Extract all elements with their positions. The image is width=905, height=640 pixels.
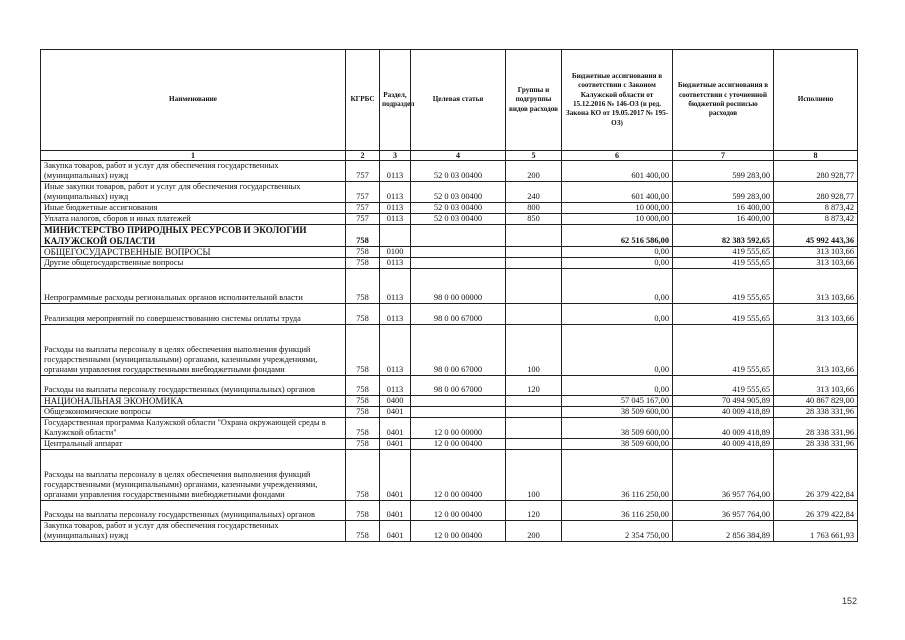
cell-executed: 313 103,66 bbox=[774, 376, 858, 396]
cell-budget: 36 116 250,00 bbox=[562, 501, 673, 521]
cell-kgrbs: 758 bbox=[346, 258, 380, 269]
cell-executed: 313 103,66 bbox=[774, 247, 858, 258]
cell-budget: 0,00 bbox=[562, 304, 673, 325]
table-row bbox=[41, 376, 858, 396]
cell-refined: 36 957 764,00 bbox=[673, 501, 774, 521]
cell-group: 200 bbox=[506, 521, 562, 542]
cell-target: 52 0 03 00400 bbox=[411, 203, 506, 214]
cell-executed: 280 928,77 bbox=[774, 161, 858, 182]
cell-section: 0401 bbox=[380, 450, 411, 501]
cell-name: Иные закупки товаров, работ и услуг для обеспечения государственных (муниципальных) нужд bbox=[41, 182, 346, 203]
cell-section: 0113 bbox=[380, 325, 411, 376]
cell-kgrbs: 758 bbox=[346, 439, 380, 450]
cell-group bbox=[506, 247, 562, 258]
cell-section: 0113 bbox=[380, 376, 411, 396]
cell-refined: 82 383 592,65 bbox=[673, 225, 774, 247]
header-row bbox=[41, 50, 858, 151]
cell-refined: 419 555,65 bbox=[673, 376, 774, 396]
cell-section: 0113 bbox=[380, 304, 411, 325]
cell-kgrbs: 758 bbox=[346, 501, 380, 521]
cell-group bbox=[506, 407, 562, 418]
cell-refined: 2 856 384,89 bbox=[673, 521, 774, 542]
column-number: 8 bbox=[774, 151, 858, 161]
cell-kgrbs: 758 bbox=[346, 418, 380, 439]
table-row bbox=[41, 304, 858, 325]
table-row bbox=[41, 258, 858, 269]
header-budget: Бюджетные ассигнования в соответствии с Законом Калужской области от 15.12.2016 № 146-ОЗ (в ред. Закона КО от 19.05.2017 № 195-ОЗ) bbox=[562, 50, 673, 151]
cell-group: 850 bbox=[506, 214, 562, 225]
cell-group: 800 bbox=[506, 203, 562, 214]
cell-section: 0113 bbox=[380, 214, 411, 225]
cell-refined: 70 494 905,89 bbox=[673, 396, 774, 407]
cell-section: 0401 bbox=[380, 501, 411, 521]
cell-budget: 62 516 586,00 bbox=[562, 225, 673, 247]
cell-kgrbs: 758 bbox=[346, 304, 380, 325]
cell-refined: 40 009 418,89 bbox=[673, 407, 774, 418]
cell-target: 12 0 00 00400 bbox=[411, 450, 506, 501]
cell-section bbox=[380, 225, 411, 247]
cell-refined: 40 009 418,89 bbox=[673, 418, 774, 439]
cell-target bbox=[411, 258, 506, 269]
cell-group bbox=[506, 269, 562, 304]
cell-group bbox=[506, 396, 562, 407]
cell-executed: 26 379 422,84 bbox=[774, 450, 858, 501]
cell-executed: 280 928,77 bbox=[774, 182, 858, 203]
cell-target bbox=[411, 407, 506, 418]
cell-executed: 8 873,42 bbox=[774, 203, 858, 214]
cell-kgrbs: 758 bbox=[346, 376, 380, 396]
table-row bbox=[41, 396, 858, 407]
cell-section: 0401 bbox=[380, 418, 411, 439]
cell-executed: 26 379 422,84 bbox=[774, 501, 858, 521]
cell-name: Расходы на выплаты персоналу в целях обеспечения выполнения функций государственными (муниципальными) органами, казенными учреждениями, органами управления государственными внебюджетными фондами bbox=[41, 325, 346, 376]
cell-refined: 40 009 418,89 bbox=[673, 439, 774, 450]
cell-section: 0113 bbox=[380, 182, 411, 203]
cell-name: Уплата налогов, сборов и иных платежей bbox=[41, 214, 346, 225]
cell-kgrbs: 758 bbox=[346, 225, 380, 247]
cell-name: Общеэкономические вопросы bbox=[41, 407, 346, 418]
table-row bbox=[41, 214, 858, 225]
cell-budget: 601 400,00 bbox=[562, 182, 673, 203]
cell-budget: 38 509 600,00 bbox=[562, 407, 673, 418]
table-row bbox=[41, 450, 858, 501]
table-row bbox=[41, 439, 858, 450]
cell-budget: 57 045 167,00 bbox=[562, 396, 673, 407]
cell-group bbox=[506, 258, 562, 269]
cell-target bbox=[411, 396, 506, 407]
cell-refined: 419 555,65 bbox=[673, 258, 774, 269]
cell-executed: 1 763 661,93 bbox=[774, 521, 858, 542]
cell-name: Государственная программа Калужской области "Охрана окружающей среды в Калужской области" bbox=[41, 418, 346, 439]
cell-kgrbs: 758 bbox=[346, 407, 380, 418]
cell-budget: 0,00 bbox=[562, 269, 673, 304]
header-refined: Бюджетные ассигнования в соответствии с уточненной бюджетной росписью расходов bbox=[673, 50, 774, 151]
cell-name: Другие общегосударственные вопросы bbox=[41, 258, 346, 269]
cell-budget: 0,00 bbox=[562, 325, 673, 376]
cell-budget: 2 354 750,00 bbox=[562, 521, 673, 542]
cell-target: 12 0 00 00400 bbox=[411, 521, 506, 542]
cell-group: 120 bbox=[506, 376, 562, 396]
cell-name: Реализация мероприятий по совершенствованию системы оплаты труда bbox=[41, 304, 346, 325]
cell-group bbox=[506, 439, 562, 450]
cell-name: Центральный аппарат bbox=[41, 439, 346, 450]
cell-budget: 0,00 bbox=[562, 376, 673, 396]
cell-group: 100 bbox=[506, 450, 562, 501]
cell-name: Иные бюджетные ассигнования bbox=[41, 203, 346, 214]
cell-executed: 28 338 331,96 bbox=[774, 439, 858, 450]
cell-refined: 599 283,00 bbox=[673, 182, 774, 203]
budget-report-sheet bbox=[40, 49, 857, 542]
cell-target: 98 0 00 67000 bbox=[411, 376, 506, 396]
cell-target: 52 0 03 00400 bbox=[411, 182, 506, 203]
column-number: 5 bbox=[506, 151, 562, 161]
cell-section: 0400 bbox=[380, 396, 411, 407]
cell-refined: 36 957 764,00 bbox=[673, 450, 774, 501]
table-row bbox=[41, 161, 858, 182]
table-row bbox=[41, 325, 858, 376]
cell-budget: 10 000,00 bbox=[562, 203, 673, 214]
cell-budget: 0,00 bbox=[562, 258, 673, 269]
table-row bbox=[41, 418, 858, 439]
cell-group bbox=[506, 418, 562, 439]
cell-group bbox=[506, 225, 562, 247]
cell-kgrbs: 757 bbox=[346, 214, 380, 225]
cell-target: 12 0 00 00400 bbox=[411, 501, 506, 521]
cell-executed: 313 103,66 bbox=[774, 304, 858, 325]
cell-executed: 8 873,42 bbox=[774, 214, 858, 225]
table-row bbox=[41, 225, 858, 247]
cell-executed: 28 338 331,96 bbox=[774, 407, 858, 418]
cell-target bbox=[411, 247, 506, 258]
cell-name: МИНИСТЕРСТВО ПРИРОДНЫХ РЕСУРСОВ И ЭКОЛОГИИ КАЛУЖСКОЙ ОБЛАСТИ bbox=[41, 225, 346, 247]
header-section: Раздел, подраздел bbox=[380, 50, 411, 151]
cell-target: 98 0 00 67000 bbox=[411, 304, 506, 325]
cell-name: Расходы на выплаты персоналу в целях обеспечения выполнения функций государственными (муниципальными) органами, казенными учреждениями, органами управления государственными внебюджетными фондами bbox=[41, 450, 346, 501]
table-row bbox=[41, 269, 858, 304]
cell-refined: 16 400,00 bbox=[673, 203, 774, 214]
cell-section: 0100 bbox=[380, 247, 411, 258]
cell-target: 12 0 00 00400 bbox=[411, 439, 506, 450]
cell-executed: 313 103,66 bbox=[774, 258, 858, 269]
column-number: 2 bbox=[346, 151, 380, 161]
cell-name: НАЦИОНАЛЬНАЯ ЭКОНОМИКА bbox=[41, 396, 346, 407]
table-row bbox=[41, 203, 858, 214]
cell-executed: 313 103,66 bbox=[774, 325, 858, 376]
cell-section: 0401 bbox=[380, 521, 411, 542]
cell-section: 0401 bbox=[380, 439, 411, 450]
table-row bbox=[41, 182, 858, 203]
header-group: Группы и подгруппы видов расходов bbox=[506, 50, 562, 151]
cell-kgrbs: 757 bbox=[346, 161, 380, 182]
cell-name: Закупка товаров, работ и услуг для обеспечения государственных (муниципальных) нужд bbox=[41, 521, 346, 542]
cell-budget: 10 000,00 bbox=[562, 214, 673, 225]
table-row bbox=[41, 501, 858, 521]
cell-refined: 419 555,65 bbox=[673, 325, 774, 376]
cell-executed: 313 103,66 bbox=[774, 269, 858, 304]
cell-section: 0113 bbox=[380, 203, 411, 214]
cell-budget: 38 509 600,00 bbox=[562, 439, 673, 450]
cell-group: 240 bbox=[506, 182, 562, 203]
header-name: Наименование bbox=[41, 50, 346, 151]
cell-kgrbs: 758 bbox=[346, 450, 380, 501]
budget-table bbox=[40, 49, 858, 542]
header-executed: Исполнено bbox=[774, 50, 858, 151]
cell-kgrbs: 757 bbox=[346, 182, 380, 203]
cell-name: Расходы на выплаты персоналу государственных (муниципальных) органов bbox=[41, 501, 346, 521]
column-number-row bbox=[41, 151, 858, 161]
cell-refined: 599 283,00 bbox=[673, 161, 774, 182]
cell-executed: 45 992 443,36 bbox=[774, 225, 858, 247]
header-target: Целевая статья bbox=[411, 50, 506, 151]
cell-executed: 28 338 331,96 bbox=[774, 418, 858, 439]
cell-kgrbs: 758 bbox=[346, 269, 380, 304]
table-row bbox=[41, 247, 858, 258]
cell-name: Закупка товаров, работ и услуг для обеспечения государственных (муниципальных) нужд bbox=[41, 161, 346, 182]
cell-refined: 419 555,65 bbox=[673, 269, 774, 304]
cell-target: 98 0 00 00000 bbox=[411, 269, 506, 304]
cell-section: 0401 bbox=[380, 407, 411, 418]
cell-group: 100 bbox=[506, 325, 562, 376]
cell-group bbox=[506, 304, 562, 325]
cell-budget: 0,00 bbox=[562, 247, 673, 258]
cell-kgrbs: 758 bbox=[346, 247, 380, 258]
header-kgrbs: КГРБС bbox=[346, 50, 380, 151]
cell-section: 0113 bbox=[380, 161, 411, 182]
column-number: 7 bbox=[673, 151, 774, 161]
cell-section: 0113 bbox=[380, 269, 411, 304]
page-number: 152 bbox=[841, 596, 857, 606]
cell-refined: 16 400,00 bbox=[673, 214, 774, 225]
table-row bbox=[41, 521, 858, 542]
cell-target: 98 0 00 67000 bbox=[411, 325, 506, 376]
cell-target: 52 0 03 00400 bbox=[411, 161, 506, 182]
column-number: 4 bbox=[411, 151, 506, 161]
cell-refined: 419 555,65 bbox=[673, 304, 774, 325]
table-body bbox=[41, 161, 858, 542]
cell-kgrbs: 758 bbox=[346, 521, 380, 542]
cell-target: 52 0 03 00400 bbox=[411, 214, 506, 225]
column-number: 6 bbox=[562, 151, 673, 161]
cell-kgrbs: 758 bbox=[346, 396, 380, 407]
cell-budget: 601 400,00 bbox=[562, 161, 673, 182]
cell-section: 0113 bbox=[380, 258, 411, 269]
table-row bbox=[41, 407, 858, 418]
cell-target: 12 0 00 00000 bbox=[411, 418, 506, 439]
cell-kgrbs: 757 bbox=[346, 203, 380, 214]
cell-name: Расходы на выплаты персоналу государственных (муниципальных) органов bbox=[41, 376, 346, 396]
cell-kgrbs: 758 bbox=[346, 325, 380, 376]
cell-executed: 40 867 829,00 bbox=[774, 396, 858, 407]
cell-group: 120 bbox=[506, 501, 562, 521]
column-number: 1 bbox=[41, 151, 346, 161]
cell-budget: 38 509 600,00 bbox=[562, 418, 673, 439]
column-number: 3 bbox=[380, 151, 411, 161]
cell-group: 200 bbox=[506, 161, 562, 182]
cell-budget: 36 116 250,00 bbox=[562, 450, 673, 501]
cell-refined: 419 555,65 bbox=[673, 247, 774, 258]
cell-name: Непрограммные расходы региональных органов исполнительной власти bbox=[41, 269, 346, 304]
cell-name: ОБЩЕГОСУДАРСТВЕННЫЕ ВОПРОСЫ bbox=[41, 247, 346, 258]
cell-target bbox=[411, 225, 506, 247]
